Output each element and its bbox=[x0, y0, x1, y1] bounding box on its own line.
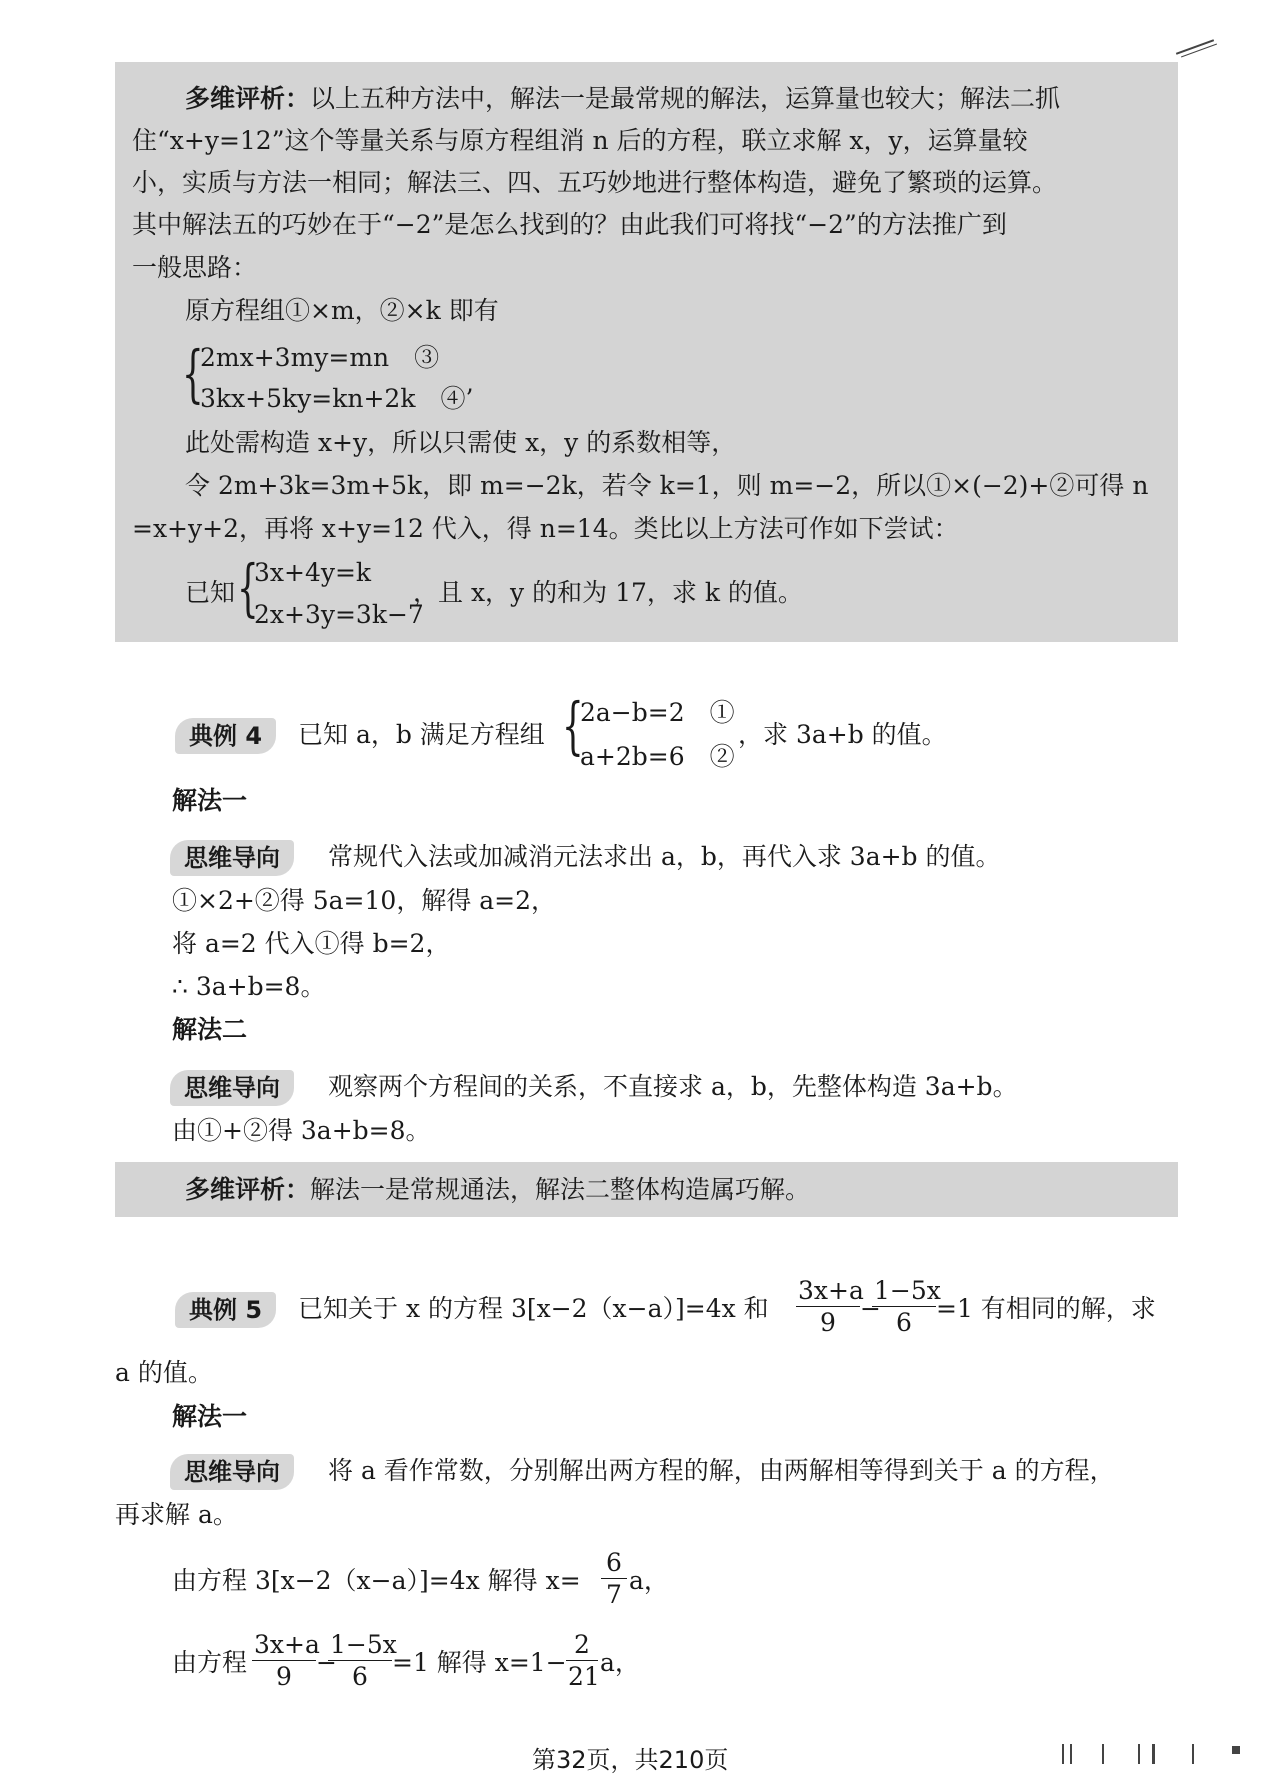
thinking-guide-tag-2: 思维导向 bbox=[170, 1070, 294, 1106]
equation-4: 3kx+5ky=kn+2k ④’ bbox=[200, 384, 474, 413]
review-line-2: 住“x+y=12”这个等量关系与原方程组消 n 后的方程，联立求解 x，y，运算量较 bbox=[132, 126, 1028, 155]
review-line-5: 一般思路： bbox=[132, 253, 258, 282]
review-line-8: 令 2m+3k=3m+5k，即 m=−2k，若令 k=1，则 m=−2，所以①×(−2)+②可得 n bbox=[185, 471, 1149, 500]
example-5-line-2: a 的值。 bbox=[115, 1358, 213, 1387]
page-number: 第32页，共210页 bbox=[532, 1746, 729, 1774]
example-4-eq1: 2a−b=2 ① bbox=[580, 698, 735, 727]
review-line-10-prefix: 已知 bbox=[185, 578, 236, 607]
result-2-fraction-2: $\frac{1-5x}{6}$ bbox=[330, 1630, 397, 1691]
ex5-solution-1-heading: 解法一 bbox=[172, 1402, 248, 1431]
thinking-guide-tag-3: 思维导向 bbox=[170, 1454, 294, 1490]
fraction-2: $\frac{1-5x}{6}$ bbox=[874, 1276, 941, 1337]
result-2-fraction-1: $\frac{3x+a}{9}$ bbox=[254, 1630, 320, 1691]
footer-bars-decoration bbox=[1062, 1742, 1242, 1766]
example-4-prefix: 已知 a，b 满足方程组 bbox=[298, 720, 545, 749]
review-line-6: 原方程组①×m，②×k 即有 bbox=[185, 296, 499, 325]
result-2-middle: =1 解得 x=1− bbox=[392, 1648, 567, 1677]
step-4: 由①+②得 3a+b=8。 bbox=[172, 1116, 431, 1145]
solution-1-heading: 解法一 bbox=[172, 786, 248, 815]
example-4-tag: 典例 4 bbox=[175, 718, 276, 754]
review-line-7: 此处需构造 x+y，所以只需使 x，y 的系数相等， bbox=[185, 428, 737, 457]
thinking-guide-tag: 思维导向 bbox=[170, 840, 294, 876]
ex5-guide-text-2: 再求解 a。 bbox=[115, 1500, 238, 1529]
review-line-9: =x+y+2，再将 x+y=12 代入，得 n=14。类比以上方法可作如下尝试： bbox=[132, 514, 959, 543]
guide-text-1: 常规代入法或加减消元法求出 a，b，再代入求 3a+b 的值。 bbox=[328, 842, 1001, 871]
system-brace-2: { bbox=[237, 551, 259, 624]
review-heading-2: 多维评析： bbox=[185, 1175, 311, 1204]
review-line-4: 其中解法五的巧妙在于“−2”是怎么找到的？由此我们可将找“−2”的方法推广到 bbox=[132, 210, 1007, 239]
example-4-eq2: a+2b=6 ② bbox=[580, 742, 735, 771]
result-2-suffix: a， bbox=[600, 1648, 640, 1677]
system-eq-a: 3x+4y=k bbox=[254, 558, 372, 587]
fraction-1: $\frac{3x+a}{9}$ bbox=[798, 1276, 864, 1337]
review-box-2-line: 多维评析：解法一是常规通法，解法二整体构造属巧解。 bbox=[185, 1175, 811, 1204]
result-1-fraction: $\frac{6}{7}$ bbox=[601, 1550, 627, 1607]
review-line-3: 小，实质与方法一相同；解法三、四、五巧妙地进行整体构造，避免了繁琐的运算。 bbox=[132, 168, 1058, 197]
guide-text-2: 观察两个方程间的关系，不直接求 a，b，先整体构造 3a+b。 bbox=[328, 1072, 1018, 1101]
review-line-1: 多维评析：以上五种方法中，解法一是最常规的解法，运算量也较大；解法二抓 bbox=[185, 84, 1061, 113]
ex5-guide-text: 将 a 看作常数，分别解出两方程的解，由两解相等得到关于 a 的方程， bbox=[328, 1456, 1115, 1485]
result-1-prefix: 由方程 3[x−2（x−a）]=4x 解得 x= bbox=[172, 1566, 581, 1595]
result-2-prefix: 由方程 bbox=[172, 1648, 248, 1677]
example-4-brace: { bbox=[562, 689, 584, 762]
example-5-tag: 典例 5 bbox=[175, 1292, 276, 1328]
minus-sign: − bbox=[860, 1294, 881, 1323]
system-brace: { bbox=[182, 337, 204, 410]
review-line-10-suffix: ，且 x，y 的和为 17，求 k 的值。 bbox=[413, 578, 803, 607]
system-eq-b: 2x+3y=3k−7 bbox=[254, 600, 424, 629]
result-2-minus: − bbox=[316, 1648, 337, 1677]
step-2: 将 a=2 代入①得 b=2， bbox=[172, 929, 451, 958]
equation-3: 2mx+3my=mn ③ bbox=[200, 343, 440, 372]
result-1-suffix: a， bbox=[629, 1566, 669, 1595]
example-4-suffix: ，求 3a+b 的值。 bbox=[738, 720, 947, 749]
result-2-fraction-3: $\frac{2}{21}$ bbox=[568, 1630, 600, 1691]
step-3: ∴ 3a+b=8。 bbox=[172, 972, 326, 1001]
review-heading: 多维评析： bbox=[185, 84, 311, 113]
step-1: ①×2+②得 5a=10，解得 a=2， bbox=[172, 886, 557, 915]
solution-2-heading: 解法二 bbox=[172, 1015, 248, 1044]
example-5-prefix: 已知关于 x 的方程 3[x−2（x−a）]=4x 和 bbox=[298, 1294, 769, 1323]
example-5-suffix: =1 有相同的解，求 bbox=[936, 1294, 1156, 1323]
